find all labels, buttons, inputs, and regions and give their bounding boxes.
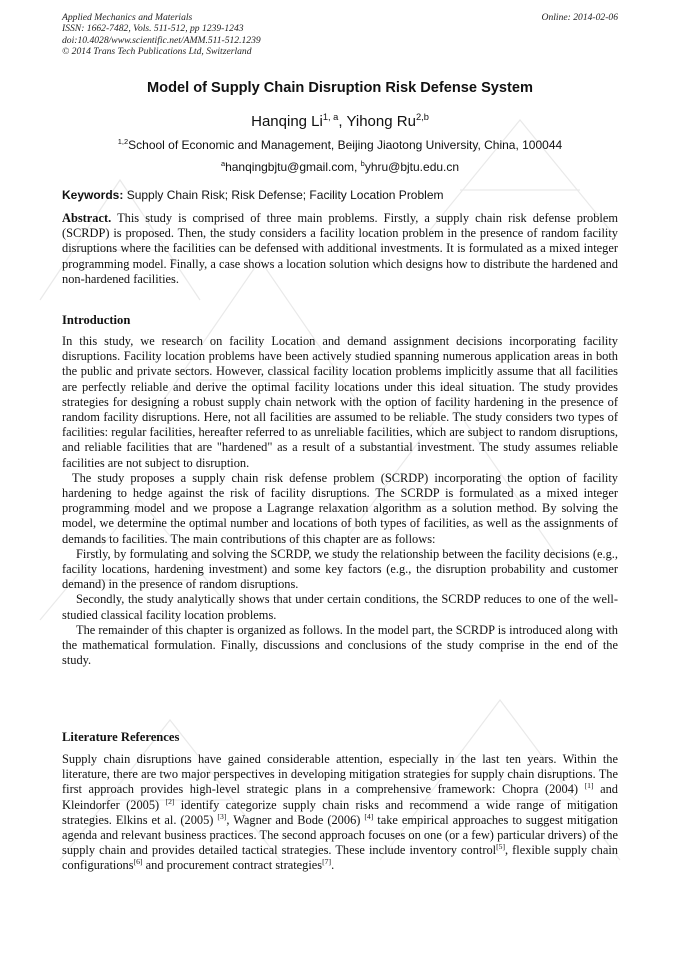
abstract bbox=[62, 211, 618, 287]
email-b-sup: b bbox=[360, 159, 365, 168]
citation-6: [6] bbox=[133, 857, 143, 867]
journal-header bbox=[62, 12, 618, 57]
email-a-sup: a bbox=[220, 159, 226, 168]
citation-3: [3] bbox=[217, 811, 227, 821]
email-line bbox=[62, 160, 618, 174]
paper-title: Model of Supply Chain Disruption Risk Defense System bbox=[147, 80, 533, 96]
citation-1: [1] bbox=[584, 781, 594, 791]
author-1-name: Hanqing Li bbox=[251, 113, 323, 130]
doi-line: doi:10.4028/www.scientific.net/AMM.511-512.1239 bbox=[62, 34, 261, 46]
lit-text-5: take empirical approaches to suggest mitigation agenda and relevant business practices. The second approach focuses on one (or a few) particular drivers) of the supply chain and provides detailed tactical strategies. These include inventory control bbox=[62, 812, 618, 858]
lit-text-4: , Wagner and Bode (2006) bbox=[226, 812, 365, 827]
author-2-name: Yihong Ru bbox=[346, 113, 416, 130]
email-a: hanqingbjtu@gmail.com, bbox=[225, 160, 361, 174]
introduction-body bbox=[62, 334, 618, 668]
author-line bbox=[62, 113, 618, 130]
citation-5: [5] bbox=[496, 842, 506, 852]
literature-body bbox=[62, 752, 618, 874]
online-date: Online: 2014-02-06 bbox=[541, 12, 618, 23]
citation-7: [7] bbox=[322, 857, 332, 867]
intro-paragraph-3: Firstly, by formulating and solving the SCRDP, we study the relationship between the facility decisions (e.g., facility locations, hardening investment) and some key factors (e.g., the disruption probability and customer demand) in the presence of random disruptions. bbox=[62, 546, 618, 592]
affiliation bbox=[62, 138, 618, 152]
introduction-heading: Introduction bbox=[62, 313, 131, 327]
intro-paragraph-5: The remainder of this chapter is organized as follows. In the model part, the SCRDP is introduced along with the mathematical formulation. Finally, discussions and conclusions of the study comprise in the end of the study. bbox=[62, 622, 618, 668]
keywords-label: Keywords: bbox=[62, 188, 124, 202]
abstract-text: This study is comprised of three main problems. Firstly, a supply chain risk defense problem (SCRDP) is proposed. Then, the study considers a facility location problem in the presence of random facility disruptions where the facilities can be defensed with additional investments. It is formulated as a mixed integer programming model. Finally, a case shows a location solution which designs how to distribute the hardened and non-hardened facilities. bbox=[62, 211, 618, 286]
journal-name: Applied Mechanics and Materials bbox=[62, 12, 193, 23]
lit-text-6: , flexible supply chain configurations bbox=[62, 843, 618, 873]
keywords-text: Supply Chain Risk; Risk Defense; Facility Location Problem bbox=[123, 188, 444, 202]
lit-text-3: identify categorize supply chain risks and recommend a wide range of mitigation strategies. Elkins et al. (2005) bbox=[62, 797, 618, 827]
lit-text-1: Supply chain disruptions have gained considerable attention, especially in the last ten years. Within the literature, there are two major perspectives in developing mitigation strategies for supply chain disruptions. The first approach provides high-level strategic plans in a comprehensive framework: Chopra (2004) bbox=[62, 752, 618, 797]
lit-text-8: . bbox=[331, 858, 335, 873]
affiliation-text: School of Economic and Management, Beijing Jiaotong University, China, 100044 bbox=[128, 138, 563, 152]
intro-paragraph-2: The study proposes a supply chain risk defense problem (SCRDP) incorporating the option of facility hardening to hedge against the risk of facility disruptions. The SCRDP is formulated as a mixed integer programming model and we propose a Lagrange relaxation algorithm as a solution method. By solving the model, we determine the optimal number and locations of both types of facilities, as well as the assignments of demands to facilities. The main contributions of this chapter are as follows: bbox=[62, 470, 618, 546]
affiliation-sup: 1,2 bbox=[117, 137, 129, 146]
author-2-sup: 2,b bbox=[415, 112, 429, 122]
literature-heading: Literature References bbox=[62, 730, 180, 744]
abstract-label: Abstract. bbox=[62, 211, 112, 225]
author-1-sup: 1, a bbox=[322, 112, 339, 122]
author-separator: , bbox=[338, 113, 347, 130]
citation-2: [2] bbox=[165, 796, 175, 806]
keywords bbox=[62, 188, 618, 202]
issn-line: ISSN: 1662-7482, Vols. 511-512, pp 1239-1243 bbox=[62, 23, 244, 35]
citation-4: [4] bbox=[364, 811, 374, 821]
lit-text-7: and procurement contract strategies bbox=[142, 858, 323, 873]
intro-paragraph-1: In this study, we research on facility Location and demand assignment decisions incorporating facility disruptions. Facility location problems have been actively studied spanning numerous application areas in both the public and private sectors. However, classical facility location problems implicitly assume that all facilities are perfectly reliable and derive the optimal facility locations under this ideal situation. The study provides strategies for designing a robust supply chain network with the option of facility hardening in the presence of random facility disruptions. Here, not all facilities are assumed to be reliable. The study considers two types of facilities: regular facilities, hereafter referred to as unreliable facilities, which are subject to random disruptions, and reliable facilities that are "hardened" as a result of a substantial investment. The study assumes reliable facilities are not subject to disruption. bbox=[62, 334, 618, 470]
intro-paragraph-4: Secondly, the study analytically shows that under certain conditions, the SCRDP reduces to one of the well-studied classical facility location problems. bbox=[62, 592, 618, 622]
email-b: yhru@bjtu.edu.cn bbox=[364, 160, 460, 174]
copyright-line: © 2014 Trans Tech Publications Ltd, Switzerland bbox=[62, 45, 252, 57]
lit-text-2: and Kleindorfer (2005) bbox=[62, 782, 618, 812]
